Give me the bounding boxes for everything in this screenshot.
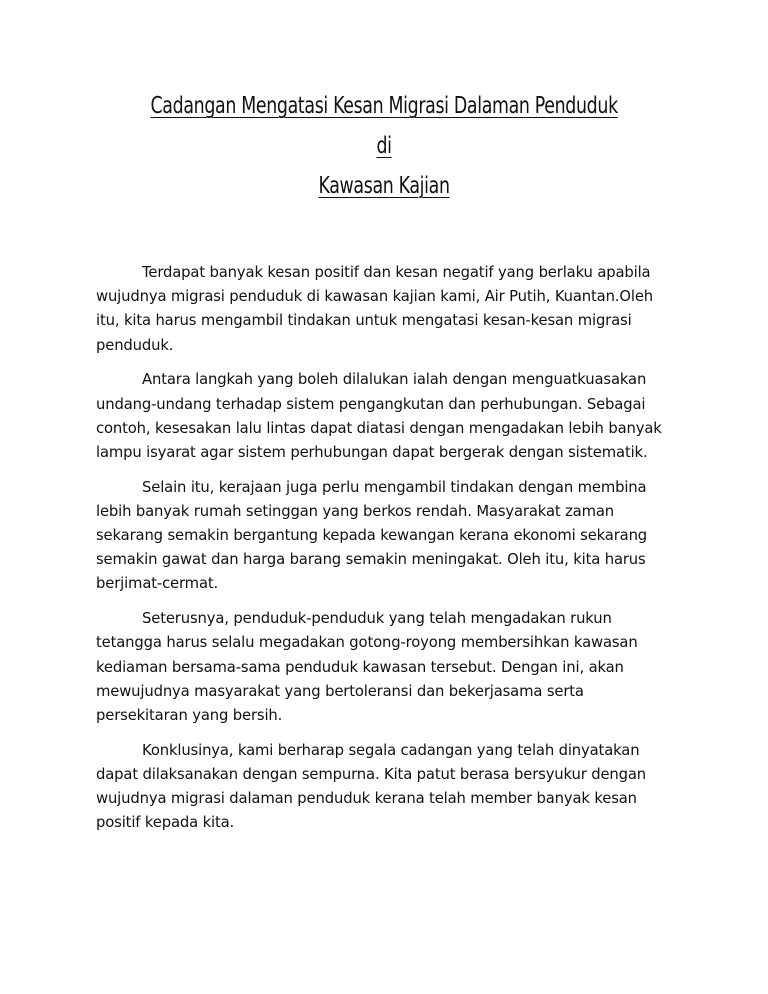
title-text-2: di	[376, 133, 392, 159]
paragraph-3: Selain itu, kerajaan juga perlu mengambil tindakan dengan membina lebih banyak rumah setinggan yang berkos rendah. Masyarakat zaman sekarang semakin bergantung kepada kewangan kerana ekonomi sekarang semakin gawat dan harga barang semakin meningakat. Oleh itu, kita harus berjimat-cermat.	[96, 478, 648, 593]
title-line-2	[0, 126, 768, 166]
paragraph-2: Antara langkah yang boleh dilalukan ialah dengan menguatkuasakan undang-undang terhadap sistem pengangkutan dan perhubungan. Sebagai contoh, kesesakan lalu lintas dapat diatasi dengan mengadakan lebih banyak lampu isyarat agar sistem perhubungan dapat bergerak dengan sistematik.	[96, 371, 662, 461]
title-line-3	[0, 166, 768, 206]
paragraph-5: Konklusinya, kami berharap segala cadangan yang telah dinyatakan dapat dilaksanakan dengan sempurna. Kita patut berasa bersyukur dengan wujudnya migrasi dalaman penduduk kerana telah member banyak kesan positif kepada kita.	[96, 741, 647, 832]
title-text-3: Kawasan Kajian	[318, 173, 450, 199]
title-text-1: Cadangan Mengatasi Kesan Migrasi Dalaman Penduduk	[150, 93, 618, 119]
paragraph-1: Terdapat banyak kesan positif dan kesan negatif yang berlaku apabila wujudnya migrasi penduduk di kawasan kajian kami, Air Putih, Kuantan.Oleh itu, kita harus mengambil tindakan untuk mengatasi kesan-kesan migrasi penduduk.	[96, 264, 654, 354]
document-body	[96, 261, 674, 846]
document-title	[0, 86, 768, 206]
title-line-1	[0, 86, 768, 126]
paragraph-4: Seterusnya, penduduk-penduduk yang telah mengadakan rukun tetangga harus selalu megadakan gotong-royong membersihkan kawasan kediaman bersama-sama penduduk kawasan tersebut. Dengan ini, akan mewujudnya masyarakat yang bertoleransi dan bekerjasama serta persekitaran yang bersih.	[96, 610, 638, 724]
